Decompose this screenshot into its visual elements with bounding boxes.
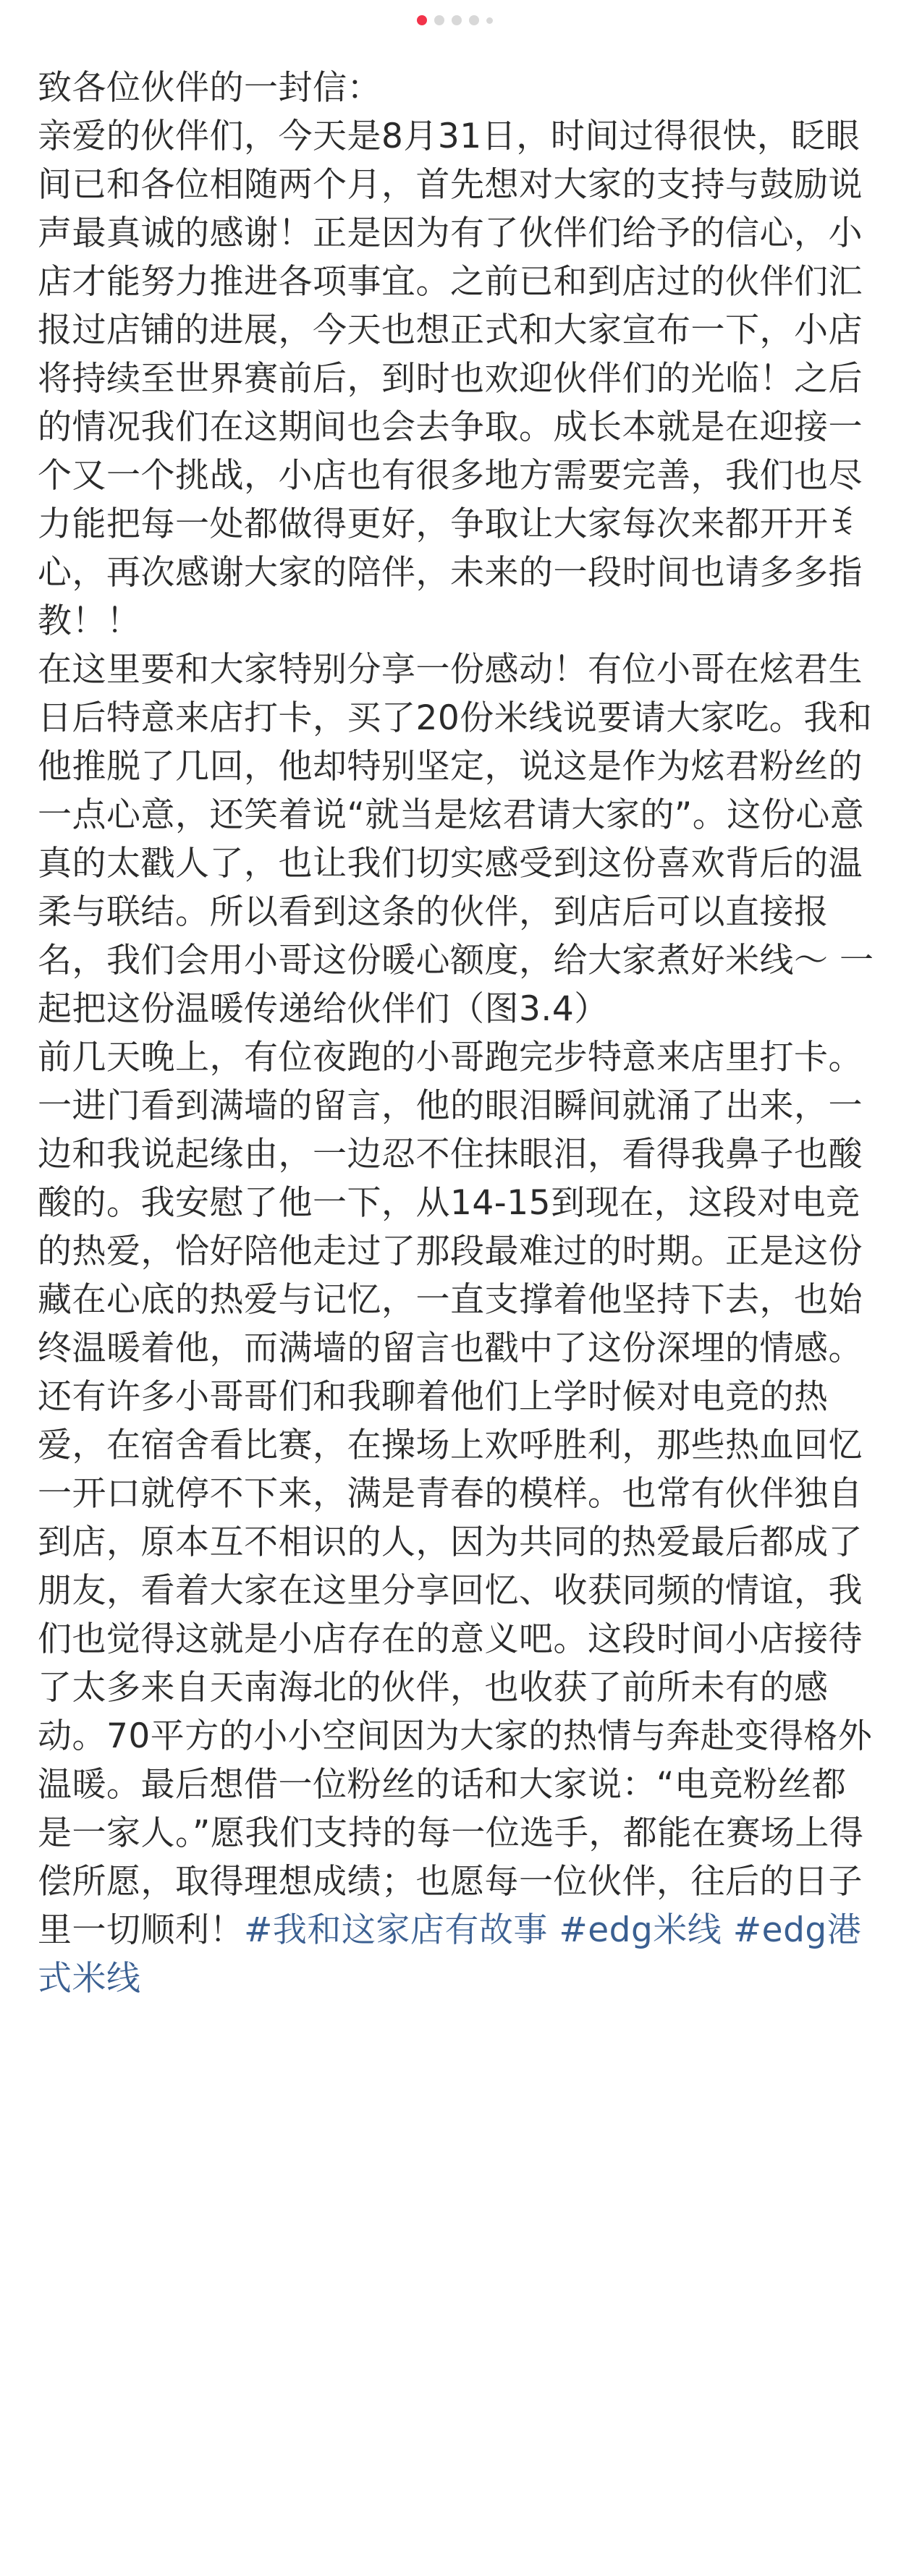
letter-title: 致各位伙伴的一封信： xyxy=(38,68,381,108)
pager-dot[interactable] xyxy=(434,15,444,25)
letter-paragraph xyxy=(38,1033,874,2003)
hashtag-link[interactable]: #我和这家店有故事 xyxy=(244,1910,548,1950)
pager-dot[interactable] xyxy=(486,17,493,24)
pager-dot-active[interactable] xyxy=(417,15,427,25)
letter-paragraph: 在这里要和大家特别分享一份感动！有位小哥在炫君生日后特意来店打卡，买了20份米线说要请大家吃。我和他推脱了几回，他却特别坚定，说这是作为炫君粉丝的一点心意，还笑着说“就当是炫君请大家的”。这份心意真的太戳人了，也让我们切实感受到这份喜欢背后的温柔与联结。所以看到这条的伙伴，到店后可以直接报名，我们会用小哥这份暖心额度，给大家煮好米线～ 一起把这份温暖传递给伙伴们（图3.4） xyxy=(38,650,874,1029)
pager-dot[interactable] xyxy=(452,15,462,25)
letter-paragraph-text: 前几天晚上，有位夜跑的小哥跑完步特意来店里打卡。一进门看到满墙的留言，他的眼泪瞬间就涌了出来，一边和我说起缘由，一边忍不住抹眼泪，看得我鼻子也酸酸的。我安慰了他一下，从14-15到现在，这段对电竞的热爱，恰好陪他走过了那段最难过的时期。正是这份藏在心底的热爱与记忆，一直支撑着他坚持下去，也始终温暖着他，而满墙的留言也戳中了这份深埋的情感。还有许多小哥哥们和我聊着他们上学时候对电竞的热爱，在宿舍看比赛，在操场上欢呼胜利，那些热血回忆一开口就停不下来，满是青春的模样。也常有伙伴独自到店，原本互不相识的人，因为共同的热爱最后都成了朋友，看着大家在这里分享回忆、收获同频的情谊，我们也觉得这就是小店存在的意义吧。这段时间小店接待了太多来自天南海北的伙伴，也收获了前所未有的感动。70平方的小小空间因为大家的热情与奔赴变得格外温暖。最后想借一位粉丝的话和大家说：“电竞粉丝都是一家人。”愿我们支持的每一位选手，都能在赛场上得偿所愿，取得理想成绩；也愿每一位伙伴，往后的日子里一切顺利！ xyxy=(38,1038,873,1950)
hashtag-link[interactable]: #edg港式米线 xyxy=(38,1910,862,1999)
pager-dot[interactable] xyxy=(469,15,479,25)
letter-paragraph: 亲爱的伙伴们，今天是8月31日，时间过得很快，眨眼间已和各位相随两个月，首先想对大家的支持与鼓励说声最真诚的感谢！正是因为有了伙伴们给予的信心，小店才能努力推进各项事宜。之前已和到店过的伙伴们汇报过店铺的进展，今天也想正式和大家宣布一下，小店将持续至世界赛前后，到时也欢迎伙伴们的光临！之后的情况我们在这期间也会去争取。成长本就是在迎接一个又一个挑战，小店也有很多地方需要完善，我们也尽力能把每一处都做得更好，争取让大家每次来都开开ꉂ心，再次感谢大家的陪伴，未来的一段时间也请多多指教！！ xyxy=(38,116,863,641)
hashtag-link[interactable]: #edg米线 xyxy=(559,1910,722,1950)
letter-body xyxy=(38,64,874,2003)
image-pager-dots xyxy=(0,13,909,27)
